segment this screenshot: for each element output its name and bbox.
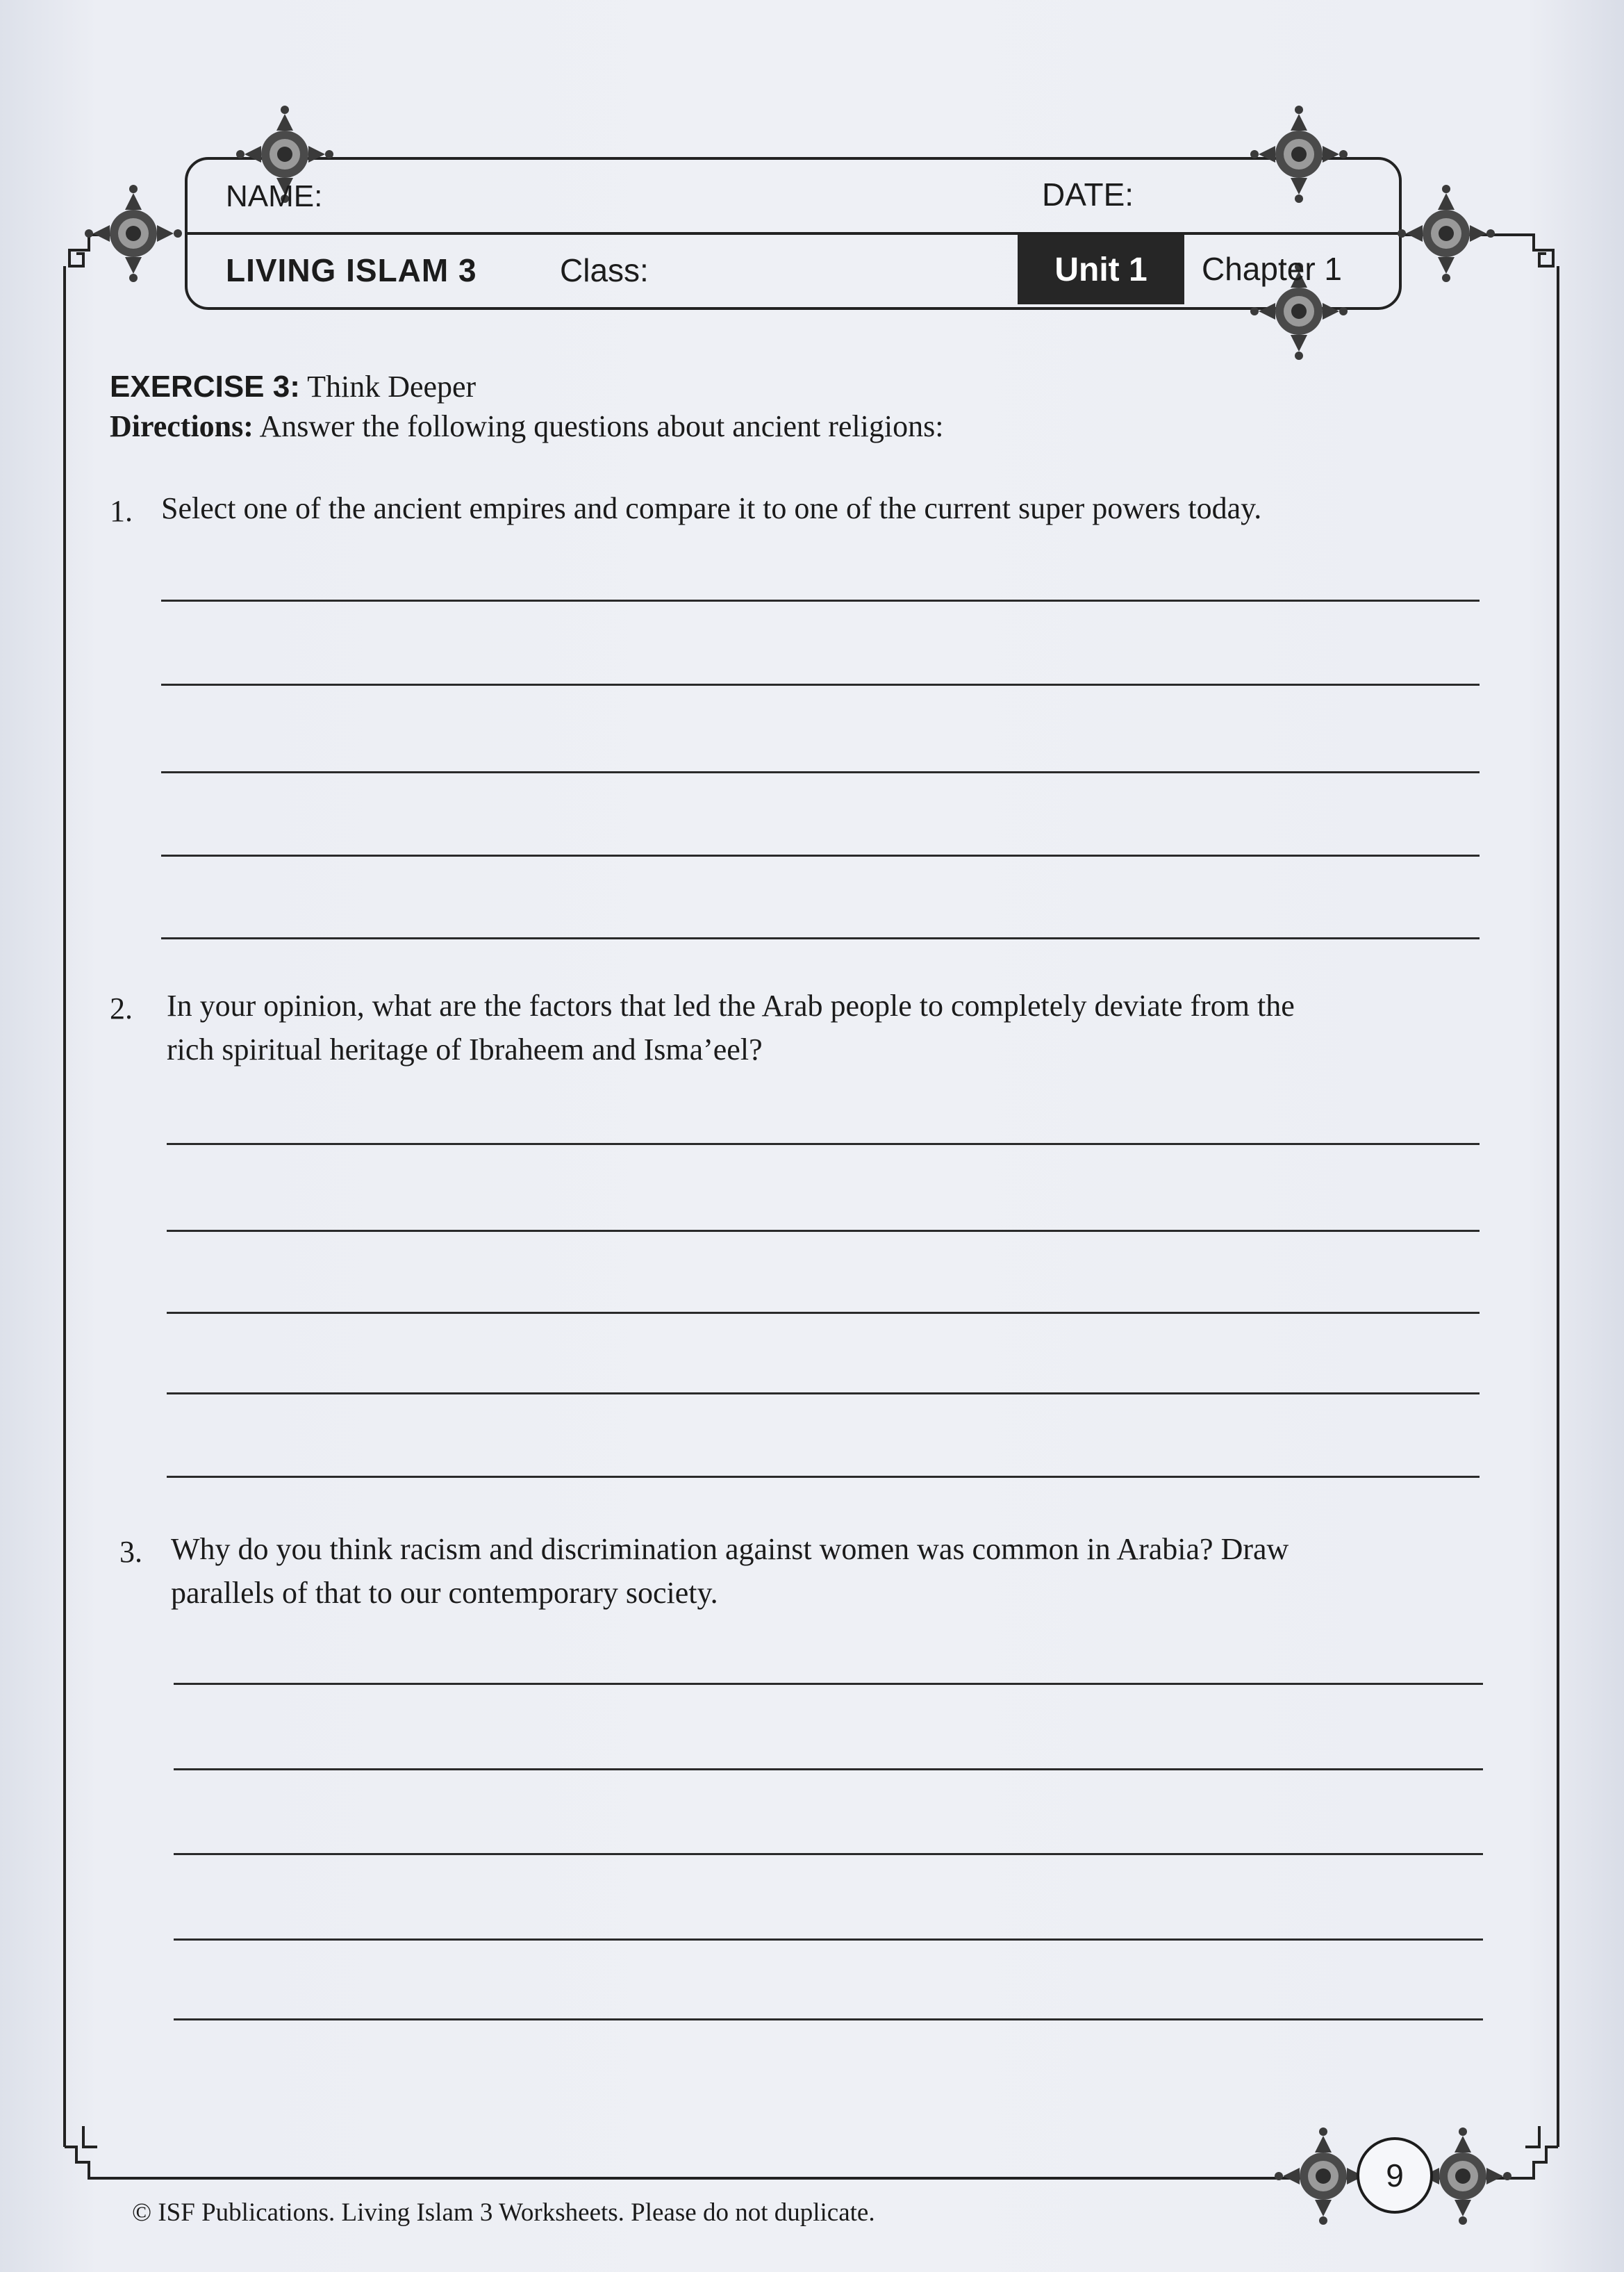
answer-line[interactable] — [174, 1683, 1483, 1685]
chapter-label: Chapter 1 — [1202, 251, 1343, 287]
exercise-subtitle: Think Deeper — [307, 370, 477, 404]
unit-badge: Unit 1 — [1018, 235, 1184, 304]
name-label: NAME: — [226, 179, 323, 213]
answer-line[interactable] — [161, 937, 1480, 939]
copyright-footer: © ISF Publications. Living Islam 3 Worksheets. Please do not duplicate. — [132, 2198, 875, 2227]
series-title: LIVING ISLAM 3 — [226, 252, 477, 288]
date-label: DATE: — [1042, 176, 1134, 213]
directions-text: Answer the following questions about ancient religions: — [259, 409, 944, 443]
answer-line[interactable] — [167, 1312, 1480, 1314]
answer-line[interactable] — [167, 1392, 1480, 1394]
answer-line[interactable] — [167, 1143, 1480, 1145]
answer-line[interactable] — [174, 1768, 1483, 1770]
question-text — [171, 1527, 1289, 1615]
answer-line[interactable] — [174, 2018, 1483, 2020]
question-line: parallels of that to our contemporary society. — [171, 1576, 718, 1610]
answer-line[interactable] — [167, 1230, 1480, 1232]
question-number: 1. — [110, 494, 133, 528]
question-text — [167, 984, 1295, 1071]
class-label: Class: — [560, 252, 649, 288]
answer-line[interactable] — [161, 855, 1480, 857]
question-line: rich spiritual heritage of Ibraheem and Isma’eel? — [167, 1032, 763, 1067]
answer-line[interactable] — [167, 1476, 1480, 1478]
answer-line[interactable] — [161, 771, 1480, 773]
answer-line[interactable] — [161, 600, 1480, 602]
directions-label: Directions: — [110, 409, 254, 443]
question-line: Select one of the ancient empires and compare it to one of the current super powers today. — [161, 491, 1262, 525]
question-number: 2. — [110, 991, 133, 1026]
answer-line[interactable] — [161, 684, 1480, 686]
exercise-label: EXERCISE 3: — [110, 370, 300, 404]
directions — [110, 409, 943, 444]
question-text — [161, 486, 1261, 530]
answer-line[interactable] — [174, 1853, 1483, 1855]
page-number: 9 — [1357, 2137, 1433, 2214]
question-line: Why do you think racism and discrimination against women was common in Arabia? Draw — [171, 1532, 1289, 1566]
question-number: 3. — [119, 1535, 142, 1569]
exercise-heading — [110, 369, 476, 404]
answer-line[interactable] — [174, 1938, 1483, 1941]
question-line: In your opinion, what are the factors that led the Arab people to completely deviate from the — [167, 989, 1295, 1023]
